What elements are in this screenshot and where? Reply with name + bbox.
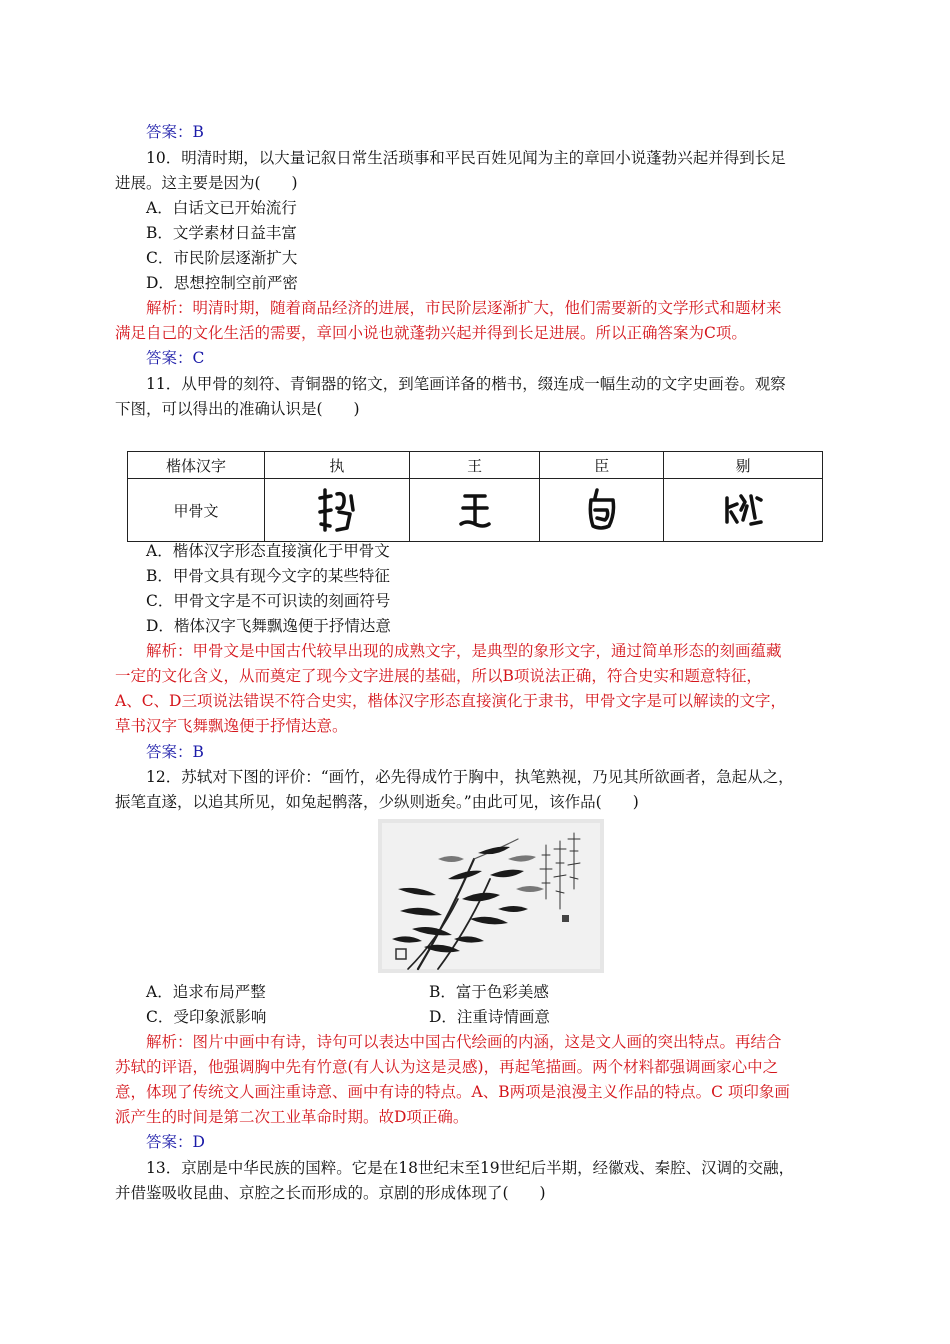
question-12-stem-cont: 振笔直遂，以追其所见，如兔起鹘落，少纵则逝矣。”由此可见，该作品( ) xyxy=(115,793,639,811)
question-11-stem: 11．从甲骨的刻符、青铜器的铭文，到笔画详备的楷书，缀连成一幅生动的文字史画卷。观察 xyxy=(146,375,786,393)
oracle-bone-table xyxy=(127,451,823,542)
q11-analysis: 解析：甲骨文是中国古代较早出现的成熟文字，是典型的象形文字，通过简单形态的刻画蕴藏 xyxy=(146,642,782,660)
answer-q11: 答案：B xyxy=(146,743,204,761)
answer-q9: 答案：B xyxy=(146,123,204,141)
oracle-wang-icon xyxy=(457,490,493,530)
q11-option-b: B．甲骨文具有现今文字的某些特征 xyxy=(146,567,390,585)
table-char-zhi: 执 xyxy=(265,452,410,479)
q12-option-d: D．注重诗情画意 xyxy=(429,1008,550,1026)
answer-q12: 答案：D xyxy=(146,1133,205,1151)
bamboo-painting-image xyxy=(378,819,604,973)
q12-option-c: C．受印象派影响 xyxy=(146,1008,267,1026)
q10-option-c: C．市民阶层逐渐扩大 xyxy=(146,249,298,267)
question-11-stem-cont: 下图，可以得出的准确认识是( ) xyxy=(115,400,360,418)
q11-analysis-cont-1: 一定的文化含义，从而奠定了现今文字进展的基础，所以B项说法正确，符合史实和题意特征， xyxy=(115,667,762,685)
q10-option-a: A．白话文已开始流行 xyxy=(146,199,297,217)
q12-option-a: A．追求布局严整 xyxy=(146,983,266,1001)
question-10-stem: 10．明清时期，以大量记叙日常生活琐事和平民百姓见闻为主的章回小说蓬勃兴起并得到长足 xyxy=(146,149,786,167)
oracle-ti-icon xyxy=(721,488,765,532)
table-char-wang: 王 xyxy=(409,452,540,479)
question-12-stem: 12．苏轼对下图的评价：“画竹，必先得成竹于胸中，执笔熟视，乃见其所欲画者，急起从之， xyxy=(146,768,794,786)
question-13-stem: 13．京剧是中华民族的国粹。它是在18世纪末至19世纪后半期，经徽戏、秦腔、汉调的交融， xyxy=(146,1159,795,1177)
q10-analysis-cont: 满足自己的文化生活的需要，章回小说也就蓬勃兴起并得到长足进展。所以正确答案为C项。 xyxy=(115,324,747,342)
answer-q10: 答案：C xyxy=(146,349,205,367)
q12-analysis-cont-2: 意，体现了传统文人画注重诗意、画中有诗的特点。A、B两项是浪漫主义作品的特点。C 项印象画 xyxy=(115,1083,790,1101)
q10-analysis: 解析：明清时期，随着商品经济的进展，市民阶层逐渐扩大，他们需要新的文学形式和题材来 xyxy=(146,299,782,317)
oracle-wang-glyph xyxy=(409,479,540,542)
q11-option-a: A．楷体汉字形态直接演化于甲骨文 xyxy=(146,542,390,560)
question-10-stem-cont: 进展。这主要是因为( ) xyxy=(115,174,298,192)
table-char-chen: 臣 xyxy=(540,452,664,479)
q12-analysis-cont-3: 派产生的时间是第二次工业革命时期。故D项正确。 xyxy=(115,1108,469,1126)
table-label-kaishu: 楷体汉字 xyxy=(128,452,265,479)
q11-analysis-cont-2: A、C、D三项说法错误不符合史实，楷体汉字形态直接演化于隶书，甲骨文字是可以解读的文字， xyxy=(115,692,786,710)
oracle-chen-icon xyxy=(585,486,619,534)
oracle-zhi-icon xyxy=(317,484,357,536)
q11-option-c: C．甲骨文字是不可识读的刻画符号 xyxy=(146,592,391,610)
q12-analysis-cont-1: 苏轼的评语，他强调胸中先有竹意(有人认为这是灵感)，再起笔描画。两个材料都强调画家心中之 xyxy=(115,1058,779,1076)
q10-option-b: B．文学素材日益丰富 xyxy=(146,224,297,242)
bamboo-ink-painting xyxy=(378,819,604,973)
q11-analysis-cont-3: 草书汉字飞舞飘逸便于抒情达意。 xyxy=(115,717,348,735)
table-char-ti: 剔 xyxy=(664,452,823,479)
oracle-ti-glyph xyxy=(664,479,823,542)
question-13-stem-cont: 并借鉴吸收昆曲、京腔之长而形成的。京剧的形成体现了( ) xyxy=(115,1184,546,1202)
q10-option-d: D．思想控制空前严密 xyxy=(146,274,298,292)
table-label-jiaguwen: 甲骨文 xyxy=(128,479,265,542)
q12-analysis: 解析：图片中画中有诗，诗句可以表达中国古代绘画的内涵，这是文人画的突出特点。再结合 xyxy=(146,1033,782,1051)
oracle-zhi-glyph xyxy=(265,479,410,542)
q12-option-b: B．富于色彩美感 xyxy=(429,983,549,1001)
q11-option-d: D．楷体汉字飞舞飘逸便于抒情达意 xyxy=(146,617,391,635)
oracle-chen-glyph xyxy=(540,479,664,542)
